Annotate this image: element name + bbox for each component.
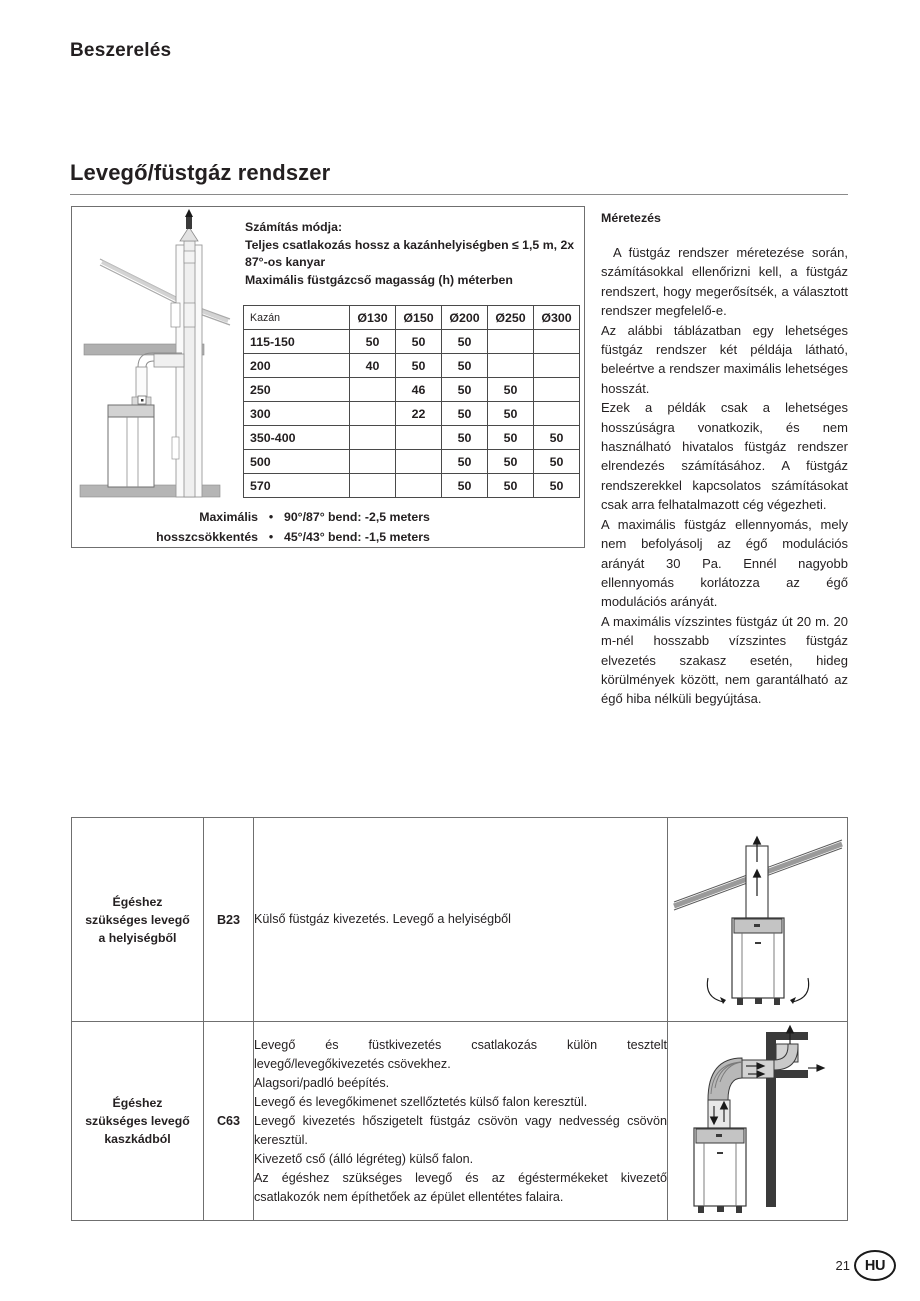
cell-value — [534, 354, 580, 378]
cell-value: 50 — [396, 354, 442, 378]
usecase-line3: kaszkádból — [104, 1132, 171, 1146]
bend-label-line2: hosszcsökkentés — [156, 530, 258, 544]
badge-label: HU — [864, 1257, 886, 1274]
bend-value-45: 45°/43° bend: -1,5 meters — [284, 530, 430, 544]
table-row — [244, 474, 580, 498]
cell-value: 50 — [534, 450, 580, 474]
calc-note-line2: Teljes csatlakozás hossz a kazánhelyiségben ≤ 1,5 m, 2x 87°-os kanyar — [245, 237, 575, 269]
column-header-d250: Ø250 — [488, 306, 534, 330]
section-title: Levegő/füstgáz rendszer — [70, 160, 331, 185]
sizing-paragraph: A maximális vízszintes füstgáz út 20 m. 20 m-nél hosszabb vízszintes füstgáz elvezetés szakasz esetén, hideg körülmények között, nem garantálható az égő hiba nélküli begyújtása. — [601, 613, 848, 707]
description-line: Alagsori/padló beépítés. — [254, 1075, 390, 1090]
cell-value — [350, 450, 396, 474]
row-label: 250 — [244, 378, 350, 402]
description-cell-b23 — [254, 818, 668, 1022]
cell-value — [396, 426, 442, 450]
row-label: 500 — [244, 450, 350, 474]
cell-value: 50 — [488, 474, 534, 498]
description-cell-c63 — [254, 1022, 668, 1221]
cell-value: 50 — [442, 330, 488, 354]
cell-value: 22 — [396, 402, 442, 426]
cell-value: 50 — [442, 450, 488, 474]
usecase-line1: Égéshez — [112, 894, 163, 909]
cell-value — [350, 402, 396, 426]
sizing-paragraph: Ezek a példák csak a lehetséges hosszúságra vonatkozik, és nem használható hivatalos füstgáz rendszer elrendezés számításához. A füstgáz rendszerekkel kapcsolatos számításokat csak arra felhatalmazott cég végezheti. — [601, 400, 848, 513]
flue-types-table — [71, 817, 848, 1221]
usecase-cell-b23 — [72, 818, 204, 1022]
calc-note-line3: Maximális füstgázcső magasság (h) méterben — [245, 272, 513, 287]
sizing-paragraph: A maximális füstgáz ellennyomás, mely nem befolyásolj az égő modulációs arányát 30 Pa. Ennél nagyobb ellennyomás korlátozza az égő modulációs arányát. — [601, 516, 848, 610]
bend-note-row — [82, 527, 577, 547]
diagram-cell-c63 — [668, 1022, 848, 1221]
table-row — [244, 426, 580, 450]
diagram-cell-b23 — [668, 818, 848, 1022]
description-line: Levegő és füstkivezetés csatlakozás külön tesztelt levegő/levegőkivezetés csövekhez. — [254, 1037, 667, 1071]
calc-note-line1: Számítás módja: — [245, 220, 343, 234]
b23-flue-diagram — [668, 818, 847, 1021]
bend-reduction-notes — [82, 507, 577, 547]
language-badge — [854, 1250, 896, 1281]
bend-note-row — [82, 507, 577, 527]
row-label: 200 — [244, 354, 350, 378]
description-line: Az égéshez szükséges levegő és az égéstermékeket kivezető csatlakozók nem építhetőek az épület ellentétes falaira. — [254, 1170, 667, 1204]
cell-value — [350, 426, 396, 450]
cell-value: 50 — [488, 402, 534, 426]
row-label: 115-150 — [244, 330, 350, 354]
cell-value — [488, 330, 534, 354]
usecase-cell-c63 — [72, 1022, 204, 1221]
cell-value: 50 — [488, 378, 534, 402]
cell-value — [534, 402, 580, 426]
column-header-d300: Ø300 — [534, 306, 580, 330]
table-row — [72, 1022, 848, 1221]
cell-value: 50 — [442, 402, 488, 426]
sizing-paragraph: A füstgáz rendszer méretezése során, számításokkal ellenőrizni kell, a füstgáz rendszert, hogy megerősítsék, a választott rendszer megfelelő-e. — [601, 245, 848, 319]
usecase-line2: szükséges levegő — [85, 1114, 190, 1128]
column-header-d130: Ø130 — [350, 306, 396, 330]
table-row — [244, 330, 580, 354]
usecase-line1: Égéshez — [112, 1096, 163, 1110]
bullet-icon: • — [268, 510, 274, 524]
sizing-body — [601, 243, 848, 709]
sizing-paragraph: Az alábbi táblázatban egy lehetséges füstgáz rendszer két példája látható, beleértve a rendszer maximális lehetséges hosszát. — [601, 322, 848, 396]
row-label: 570 — [244, 474, 350, 498]
row-label: 300 — [244, 402, 350, 426]
cell-value: 50 — [488, 450, 534, 474]
cell-value: 40 — [350, 354, 396, 378]
code-cell-c63: C63 — [204, 1022, 254, 1221]
page-title: Beszerelés — [70, 40, 172, 61]
cell-value: 50 — [350, 330, 396, 354]
table-row — [244, 354, 580, 378]
description-line: Levegő és levegőkimenet szellőztetés külső falon keresztül. — [254, 1094, 588, 1109]
figure-panel — [71, 206, 585, 548]
table-row — [244, 378, 580, 402]
table-row — [244, 450, 580, 474]
bullet-icon: • — [268, 530, 274, 544]
c63-flue-diagram — [668, 1022, 847, 1220]
cell-value: 46 — [396, 378, 442, 402]
code-cell-b23: B23 — [204, 818, 254, 1022]
bend-value-90: 90°/87° bend: -2,5 meters — [284, 510, 430, 524]
description-line: Kivezető cső (álló légréteg) külső falon. — [254, 1151, 474, 1166]
column-header-kazan: Kazán — [244, 306, 350, 330]
usecase-line3: a helyiségből — [98, 930, 177, 945]
page-number: 21 — [835, 1258, 850, 1273]
cell-value: 50 — [534, 426, 580, 450]
cell-value: 50 — [442, 354, 488, 378]
cell-value: 50 — [442, 378, 488, 402]
cell-value — [350, 474, 396, 498]
calculation-note — [245, 219, 575, 289]
cell-value: 50 — [396, 330, 442, 354]
cell-value — [396, 450, 442, 474]
cell-value: 50 — [442, 426, 488, 450]
table-header-row — [244, 306, 580, 330]
cell-value — [488, 354, 534, 378]
cell-value — [396, 474, 442, 498]
cell-value — [534, 330, 580, 354]
cell-value — [350, 378, 396, 402]
column-header-d150: Ø150 — [396, 306, 442, 330]
bend-label-line1: Maximális — [199, 510, 258, 524]
description-line: Külső füstgáz kivezetés. Levegő a helyiségből — [254, 912, 511, 926]
cell-value: 50 — [442, 474, 488, 498]
table-row — [244, 402, 580, 426]
cell-value: 50 — [488, 426, 534, 450]
sizing-heading: Méretezés — [601, 211, 661, 225]
usecase-line2: szükséges levegő — [85, 912, 190, 927]
column-header-d200: Ø200 — [442, 306, 488, 330]
cell-value — [534, 378, 580, 402]
chimney-flue-installation-drawing — [72, 207, 232, 507]
section-divider — [70, 194, 848, 195]
flue-height-table — [243, 305, 580, 498]
row-label: 350-400 — [244, 426, 350, 450]
description-line: Levegő kivezetés hőszigetelt füstgáz csövön vagy nedvesség csövön keresztül. — [254, 1113, 667, 1147]
table-row — [72, 818, 848, 1022]
cell-value: 50 — [534, 474, 580, 498]
